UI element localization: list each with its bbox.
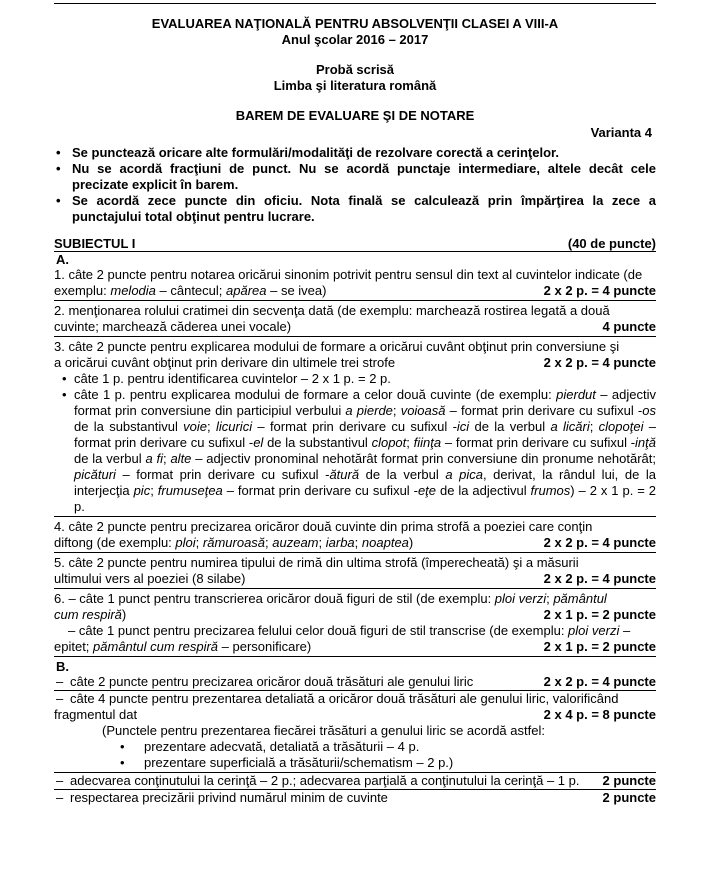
rule-item: • Se punctează oricare alte formulări/modalităţi de rezolvare corectă a cerinţelor. — [56, 145, 559, 160]
item-points: 2 x 2 p. = 4 puncte — [543, 355, 656, 370]
item-b3: – adecvarea conţinutului la cerinţă – 2 p.; adecvarea parţială a conţinutului la cerinţă – 1 p. 2 puncte — [56, 773, 656, 788]
bullet: • — [56, 145, 61, 160]
item-points: 2 x 1 p. = 2 puncte — [543, 607, 656, 622]
sub-item: • prezentare superficială a trăsăturii/schematism – 2 p.) — [120, 755, 454, 770]
exam-type: Probă scrisă — [315, 62, 395, 77]
item-1: 1. câte 2 puncte pentru notarea oricărui sinonim potrivit pentru sensul din text al cuvintelor indicate (de exemplu: melodia – cântecul; apărea – se ivea) 2 x 2 p. = 4 puncte — [54, 267, 656, 301]
item-2: 2. menţionarea rolului cratimei din secvenţa dată (de exemplu: marchează rostirea legată a două cuvinte; marchează căderea unei vocale) 4 puncte — [54, 303, 656, 337]
item-points: 2 x 4 p. = 8 puncte — [543, 707, 656, 722]
item-points: 4 puncte — [602, 319, 656, 334]
barem-heading — [54, 108, 656, 123]
item-6: 6. – câte 1 punct pentru transcrierea oricăror două figuri de stil (de exemplu: ploi verzi; pământul cum respiră) 2 x 1 p. = 2 puncte – câte 1 punct pentru precizarea felului celor două figuri de stil transcrise (de exemplu: ploi verzi – epitet; pământul cum respiră – personificare) 2 x 1 p. = 2 puncte — [54, 591, 656, 657]
general-rules — [54, 145, 656, 225]
section-b-label: B. — [56, 659, 69, 674]
item-points: 2 puncte — [602, 773, 656, 788]
sub-item: • câte 1 p. pentru identificarea cuvintelor – 2 x 1 p. = 2 p. — [62, 371, 391, 386]
item-points: 2 x 2 p. = 4 puncte — [543, 283, 656, 298]
subject-label: SUBIECTUL I — [54, 236, 136, 251]
item-5: 5. câte 2 puncte pentru numirea tipului de rimă din ultima strofă (împerecheată) şi a măsurii ultimului vers al poeziei (8 silabe) 2 x 2 p. = 4 puncte — [54, 555, 656, 589]
item-points: 2 x 2 p. = 4 puncte — [543, 571, 656, 586]
item-points: 2 x 2 p. = 4 puncte — [543, 535, 656, 550]
top-rule — [54, 3, 656, 4]
item-points: 2 x 2 p. = 4 puncte — [543, 674, 656, 689]
item-3: 3. câte 2 puncte pentru explicarea modului de formare a oricărui cuvânt obţinut prin conversiune şi a oricărui cuvânt obţinut prin derivare din ultimele trei strofe 2 x 2 p. = 4 puncte • câte 1 p. pentru identificarea cuvintelor – 2 x 1 p. = 2 p. • câte 1 p. pentru explicarea modului de formare a celor două cuvinte (de exemplu: pierdut – adjectiv format prin conversiune din participiul verbului a pierde; voioasă – format prin derivare cu sufixul -os de la substantivul voie; licurici – format prin derivare cu sufixul -ici de la verbul a licări; clopoţei – format prin derivare cu sufixul -el de la substantivul clopot; fiinţa – format prin derivare cu sufixul -inţă de la verbul a fi; alte – adjectiv pronominal nehotărât format prin conversiune din pronume nehotărât; picături – format prin derivare cu sufixul -ătură de la verbul a pica, derivat, la rândul lui, de la interjecţia pic; frumuseţea – format prin derivare cu sufixul -eţe de la adjectivul frumos) – 2 x 1 p. = 2 p. — [54, 339, 656, 517]
bullet: • — [56, 161, 61, 176]
document-title: EVALUAREA NAŢIONALĂ PENTRU ABSOLVENŢII CLASEI A VIII-A — [151, 16, 559, 31]
item-b2: – câte 4 puncte pentru prezentarea detaliată a oricăror două trăsături ale genului liric, valorificând — [56, 691, 619, 706]
rule-item: • Se acordă zece puncte din oficiu. Nota finală se calculează prin împărţirea la zece a punctajului total obţinut pentru lucrare. — [56, 193, 656, 224]
school-year: Anul şcolar 2016 – 2017 — [281, 32, 429, 47]
item-4: 4. câte 2 puncte pentru precizarea oricăror două cuvinte din prima strofă a poeziei care conţin diftong (de exemplu: ploi; rămuroasă; auzeam; iarba; noaptea) 2 x 2 p. = 4 puncte — [54, 519, 656, 553]
item-points: 2 puncte — [602, 790, 656, 805]
section-a-label: A. — [56, 252, 69, 267]
subject-heading — [54, 237, 656, 252]
sub-item: • câte 1 p. pentru explicarea modului de formare a celor două cuvinte (de exemplu: pierdut – adjectiv format prin conversiune din participiul verbului a pierde; voioasă – format prin derivare cu sufixul -os de la substantivul voie; licurici – format prin derivare cu sufixul -ici de la verbul a licări; clopoţei – format prin derivare cu sufixul -el de la substantivul clopot; fiinţa – format prin derivare cu sufixul -inţă de la verbul a fi; alte – adjectiv pronominal nehotărât format prin conversiune din pronume nehotărât; picături – format prin derivare cu sufixul -ătură de la verbul a pica, derivat, la rândul lui, de la interjecţia pic; frumuseţea – format prin derivare cu sufixul -eţe de la adjectivul frumos) – 2 x 1 p. = 2 p. — [62, 387, 657, 514]
exam-subject: Limba şi literatura română — [273, 78, 437, 93]
item-b4: – respectarea precizării privind numărul minim de cuvinte 2 puncte — [56, 790, 656, 805]
item-points: 2 x 1 p. = 2 puncte — [543, 639, 656, 654]
barem-title: BAREM DE EVALUARE ŞI DE NOTARE — [235, 108, 475, 123]
bullet: • — [56, 193, 61, 208]
item-b2-cont: fragmentul dat 2 x 4 p. = 8 puncte (Punctele pentru prezentarea fiecărei trăsături a genului liric se acordă astfel: • prezentare adecvată, detaliată a trăsăturii – 4 p. • prezentare superficială a trăsăturii/schematism – 2 p.) — [54, 707, 656, 773]
subject-points: (40 de puncte) — [567, 236, 656, 251]
variant-label: Varianta 4 — [590, 125, 652, 140]
rule-item: • Nu se acordă fracţiuni de punct. Nu se acordă punctaje intermediare, altele decât cele precizate explicit în barem. — [56, 161, 656, 192]
item-b1: – câte 2 puncte pentru precizarea oricăror două trăsături ale genului liric 2 x 2 p. = 4 puncte — [56, 674, 656, 689]
sub-item: • prezentare adecvată, detaliată a trăsăturii – 4 p. — [120, 739, 420, 754]
